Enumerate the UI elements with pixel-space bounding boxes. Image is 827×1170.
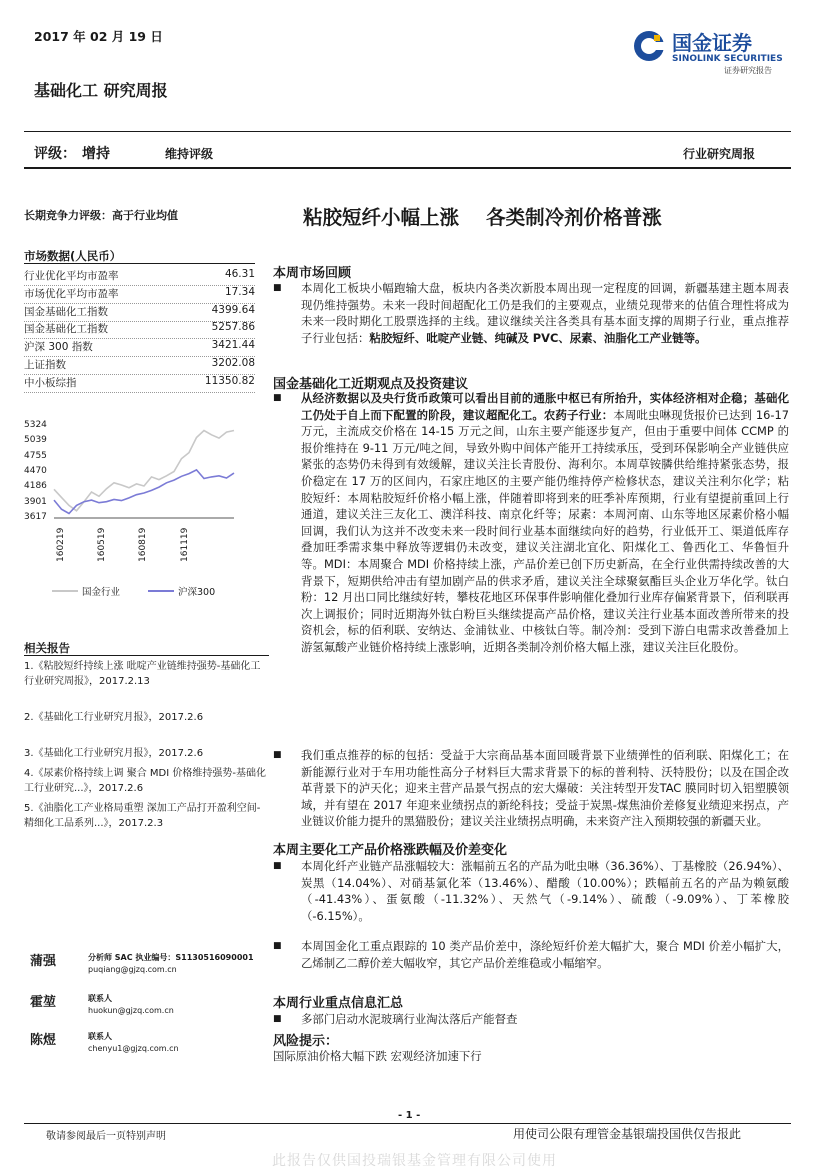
rating-value: 增持 <box>82 146 110 162</box>
section-title-risk: 风险提示： <box>273 1034 339 1049</box>
analyst-role: 联系人 <box>88 1032 112 1041</box>
market-data-label: 市场优化平均市盈率 <box>24 287 119 300</box>
legend-line-industry <box>52 590 78 592</box>
chart-x-tick: 160519 <box>97 527 107 562</box>
market-data-value: 4399.64 <box>211 303 255 316</box>
market-data-label: 中小板综指 <box>24 376 77 389</box>
analyst-email[interactable]: puqiang@gjzq.com.cn <box>88 965 177 974</box>
market-data-title: 市场数据(人民币） <box>24 249 122 263</box>
logo-icon <box>632 29 666 63</box>
chart-y-tick: 5324 <box>24 420 47 430</box>
market-data-row <box>24 339 255 357</box>
market-data-rule <box>24 263 255 264</box>
legend-label-industry: 国金行业 <box>82 587 121 598</box>
risk-text: 国际原油价格大幅下跌 宏观经济加速下行 <box>273 1049 482 1063</box>
recommendations-paragraph: 我们重点推荐的标的包括：受益于大宗商品基本面回暖背景下业绩弹性的佰利联、阳煤化工；在新能源行业对于车用功能性高分子材料巨大需求背景下的标的普利特、沃特股份；以及在国企改革背景下的泸天化；迎来主营产品景气拐点的宏大爆破：关注转型开发TAC 膜同时切入铝塑膜领域，并有望在 2017 年迎来业绩拐点的新纶科技；受益于炭黑-煤焦油价差修复业绩迎来拐点，产业链议价能力提升的黑猫股份；建议关注业绩拐点明确，未来资产注入预期较强的新疆天业。 <box>301 748 789 829</box>
market-data-value: 17.34 <box>224 285 255 298</box>
rating-divider <box>24 167 791 169</box>
section-title-market-review: 本周市场回顾 <box>273 266 352 281</box>
long-term-rating: 长期竞争力评级：高于行业均值 <box>24 209 178 222</box>
market-data-row <box>24 304 255 322</box>
chart-x-tick: 160219 <box>56 527 66 562</box>
bullet-icon: ■ <box>273 393 282 403</box>
analyst-name: 陈煜 <box>30 1033 57 1048</box>
industry-news-item: 多部门启动水泥玻璃行业淘汰落后产能督查 <box>301 1012 518 1026</box>
related-rule <box>24 655 269 656</box>
chart-y-tick: 4755 <box>24 450 47 461</box>
chart-x-tick: 161119 <box>180 527 190 562</box>
footer-divider <box>24 1123 791 1124</box>
index-chart <box>24 420 269 610</box>
report-title: 粘胶短纤小幅上涨 各类制冷剂价格普涨 <box>303 206 662 229</box>
bullet-icon: ■ <box>273 283 282 293</box>
logo-tag: 证券研究报告 <box>724 66 772 75</box>
report-date: 2017 年 02 月 19 日 <box>34 29 163 44</box>
bullet-icon: ■ <box>273 750 282 760</box>
analyst-email[interactable]: chenyu1@gjzq.com.cn <box>88 1044 179 1053</box>
report-category: 基础化工 研究周报 <box>34 81 168 100</box>
legend-line-hs300 <box>148 590 174 592</box>
rating-label: 评级： <box>34 146 76 162</box>
chart-y-tick: 5039 <box>24 435 47 446</box>
market-data-value: 5257.86 <box>211 321 255 334</box>
market-data-row <box>24 286 255 304</box>
legend-label-hs300: 沪深300 <box>178 587 216 598</box>
page-number: - 1 - <box>398 1110 421 1121</box>
market-data-label: 沪深 300 指数 <box>24 341 93 354</box>
logo-subtext: SINOLINK SECURITIES <box>672 54 783 64</box>
market-data-label: 上证指数 <box>24 359 66 371</box>
market-data-label: 行业优化平均市盈率 <box>24 270 119 282</box>
market-review-highlights: 粘胶短纤、吡啶产业链、纯碱及 PVC、尿素、油脂化工产业链等。 <box>369 330 707 345</box>
related-report-link[interactable]: 1.《粘胶短纤持续上涨 吡啶产业链维持强势-基础化工行业研究周报》，2017.2.13 <box>24 661 261 687</box>
section-title-investment-advice: 国金基础化工近期观点及投资建议 <box>273 377 469 392</box>
related-report-link[interactable]: 5.《油脂化工产业格局重塑 深加工产品打开盈利空间-精细化工品系列...》，2017.2.3 <box>24 803 261 829</box>
market-review-paragraph <box>301 280 789 346</box>
chart-legend <box>52 584 252 598</box>
market-data-row <box>24 357 255 375</box>
investment-advice-paragraph <box>301 390 789 656</box>
analyst-name: 霍堃 <box>30 995 57 1010</box>
header-divider <box>24 131 791 132</box>
related-report-link[interactable]: 4.《尿素价格持续上调 聚合 MDI 价格维持强势-基础化工行业研究...》，2017.2.6 <box>24 768 266 794</box>
price-changes-paragraph: 本周化纤产业链产品涨幅较大：涨幅前五名的产品为吡虫啉（36.36%）、丁基橡胶（26.94%）、炭黑（14.04%）、对硝基氯化苯（13.46%）、醋酸（10.00%）；跌幅前五名的产品为赖氨酸（-41.43%）、蛋氨酸（-11.32%）、天然气（-9.14%）、硫酸（-9.09%）、丁苯橡胶（-6.15%）。 <box>301 859 789 923</box>
chart-y-tick: 3901 <box>24 496 47 507</box>
chart-plot <box>24 420 269 610</box>
market-data-label: 国金基础化工指数 <box>24 323 108 336</box>
analyst-role: 分析师 SAC 执业编号：S1130516090001 <box>88 953 254 962</box>
logo-text: 国金证券 <box>672 31 752 55</box>
market-data-label: 国金基础化工指数 <box>24 305 108 318</box>
market-data-row <box>24 321 255 339</box>
market-review-text: 本周化工板块小幅跑输大盘，板块内各类次新股本周出现一定程度的回调，新疆基建主题本周表现仍维持强势。未来一段时间超配化工仍是我们的主要观点，业绩兑现带来的估值合理性将成为未来一段时期化工股票选择的主线。建议继续关注各类具有基本面支撑的周期子行业，重点推荐子行业包括： <box>301 281 789 345</box>
watermark: 此报告仅供国投瑞银基金管理有限公司使用 <box>272 1153 557 1169</box>
analyst-info <box>88 993 174 1017</box>
company-logo <box>632 27 792 79</box>
chart-y-tick: 4186 <box>24 481 47 492</box>
chart-y-tick: 3617 <box>24 512 47 522</box>
footer-right-text: 用使司公限有理管金基银瑞投国供仅告报此 <box>513 1127 742 1141</box>
market-data-value: 11350.82 <box>204 374 255 387</box>
market-data-value: 3421.44 <box>211 339 255 352</box>
bullet-icon: ■ <box>273 1014 282 1024</box>
related-reports-title: 相关报告 <box>24 641 70 655</box>
analyst-name: 蒲强 <box>30 954 57 969</box>
chart-x-tick: 160819 <box>138 527 148 562</box>
market-data-value: 46.31 <box>224 268 255 280</box>
analyst-info <box>88 952 254 976</box>
bullet-icon: ■ <box>273 861 282 871</box>
rating-action: 维持评级 <box>165 147 214 161</box>
report-type: 行业研究周报 <box>683 147 756 161</box>
related-report-link[interactable]: 3.《基础化工行业研究月报》，2017.2.6 <box>24 748 204 759</box>
spread-changes-paragraph: 本周国金化工重点跟踪的 10 类产品价差中，涤纶短纤价差大幅扩大，聚合 MDI 价差小幅扩大，乙烯制乙二醇价差大幅收窄，其它产品价差维稳或小幅缩窄。 <box>301 939 789 970</box>
related-report-link[interactable]: 2.《基础化工行业研究月报》，2017.2.6 <box>24 712 204 723</box>
chart-series-line-0 <box>54 431 234 511</box>
analyst-info <box>88 1031 179 1055</box>
section-title-industry-news: 本周行业重点信息汇总 <box>273 996 404 1011</box>
bullet-icon: ■ <box>273 941 282 951</box>
footer-disclaimer[interactable]: 敬请参阅最后一页特别声明 <box>46 1131 166 1142</box>
market-data-row <box>24 268 255 286</box>
analyst-email[interactable]: huokun@gjzq.com.cn <box>88 1006 174 1015</box>
chart-series-line-1 <box>54 470 234 514</box>
investment-advice-lead: 从经济数据以及央行货币政策可以看出目前的通胀中枢已有所抬升，实体经济相对企稳；基础化工仍处于自上而下配置的阶段，建议超配化工。农药子行业： <box>301 391 789 422</box>
analyst-role: 联系人 <box>88 994 112 1003</box>
investment-advice-text: 本周吡虫啉现货报价已达到 16-17 万元，主流成交价格在 14-15 万元之间，山东主要产能逐步复产，但由于重要中间体 CCMP 的报价维持在 9-11 万元/吨之间，导致外购中间体产能开工持续承压，受到环保影响全产业链供应紧张的态势仍未得到有效缓解，建议关注长青股份、海利尔。本周草铵膦供给维持紧张态势，报价稳定在 17 万的区间内，石家庄地区的主要产能仍维持停产检修状态，建议关注利尔化学；粘胶短纤：本周粘胶短纤价格小幅上涨，伴随着即将到来的旺季补库预期，行业有望提前重回上行通道，建议关注三友化工、澳洋科技、南京化纤等；尿素：本周河南、山东等地区尿素价格小幅回调，我们认为这并不改变未来一段时间行业基本面继续向好的趋势，行业低开工、渠道低库存叠加旺季需求集中释放等逻辑仍未改变，建议关注湖北宜化、阳煤化工、鲁西化工、华鲁恒升等。MDI：本周聚合 MDI 价格持续上涨，产品价差已创下历史新高，在全行业供需持续改善的大背景下，短期供给冲击有望加剧产品的供求矛盾，建议关注全球聚氨酯巨头企业万华化学。钛白粉：12 月出口同比继续好转，攀枝花地区环保事件影响催化叠加行业库存偏紧背景下，佰利联再次上调报价；同时近期海外钛白粉巨头继续提高产品价格，建议关注行业基本面改善所带来的投资机会，标的佰利联、安纳达、金浦钛业、中核钛白等。制冷剂：受到下游白电需求改善叠加上游氢氟酸产业链价格持续上涨影响，近期各类制冷剂价格大幅上涨，建议关注巨化股份。 <box>301 407 789 654</box>
chart-y-tick: 4470 <box>24 466 47 477</box>
market-data-row <box>24 375 255 393</box>
section-title-price-changes: 本周主要化工产品价格涨跌幅及价差变化 <box>273 843 508 858</box>
market-data-value: 3202.08 <box>211 357 255 369</box>
